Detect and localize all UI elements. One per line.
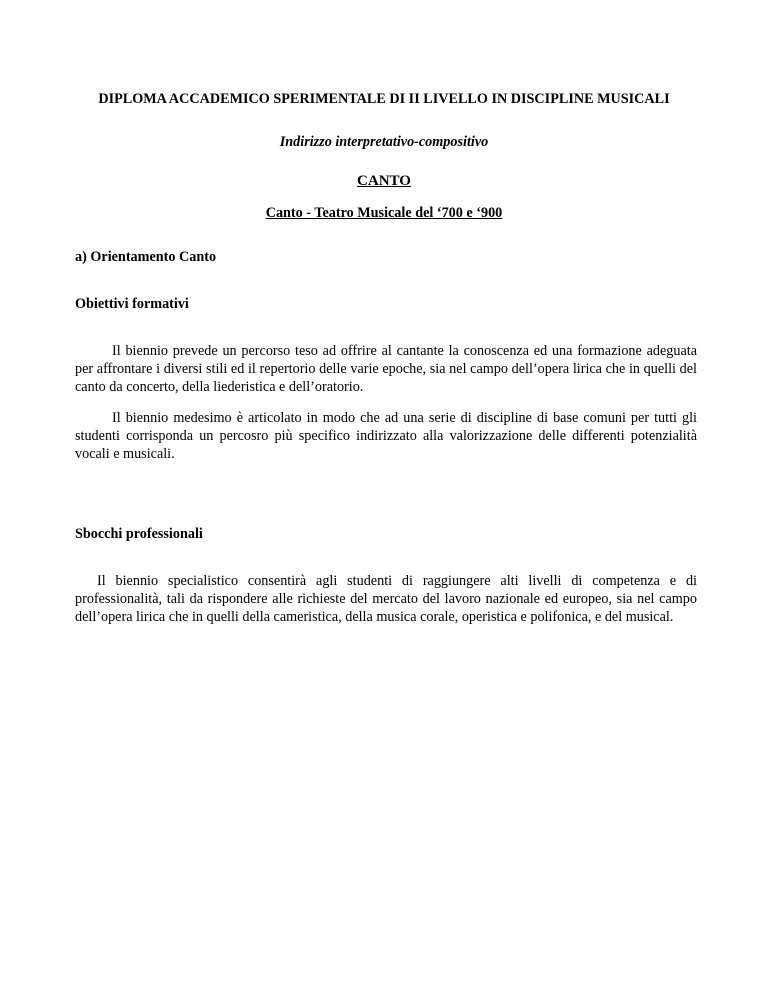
careers-heading: Sbocchi professionali (75, 526, 203, 542)
orientation-heading: a) Orientamento Canto (75, 249, 217, 265)
careers-paragraph: Il biennio specialistico consentirà agli studenti di raggiungere alti livelli di competenza e di professionalità, tali da rispondere alle richieste del mercato del lavoro nazionale ed europeo, sia nel campo dell’opera lirica che in quelli della cameristica, della musica corale, operistica e polifonica, e del musical. (75, 573, 697, 625)
objectives-paragraph-1: Il biennio prevede un percorso teso ad offrire al cantante la conoscenza ed una formazione adeguata per affrontare i diversi stili ed il repertorio delle varie epoche, sia nel campo dell’opera lirica che in quelli del canto da concerto, della liederistica e dell’oratorio. (75, 343, 697, 395)
document-subtitle: Indirizzo interpretativo-compositivo (279, 134, 489, 150)
section-title: CANTO (357, 173, 411, 189)
document-title: DIPLOMA ACCADEMICO SPERIMENTALE DI II LIVELLO IN DISCIPLINE MUSICALI (98, 91, 670, 107)
objectives-paragraph-2: Il biennio medesimo è articolato in modo che ad una serie di discipline di base comuni per tutti gli studenti corrisponda un percosro più specifico indirizzato alla valorizzazione delle differenti potenzialità vocali e musicali. (75, 410, 697, 462)
course-title: Canto - Teatro Musicale del ‘700 e ‘900 (265, 205, 503, 221)
objectives-heading: Obiettivi formativi (75, 296, 189, 312)
